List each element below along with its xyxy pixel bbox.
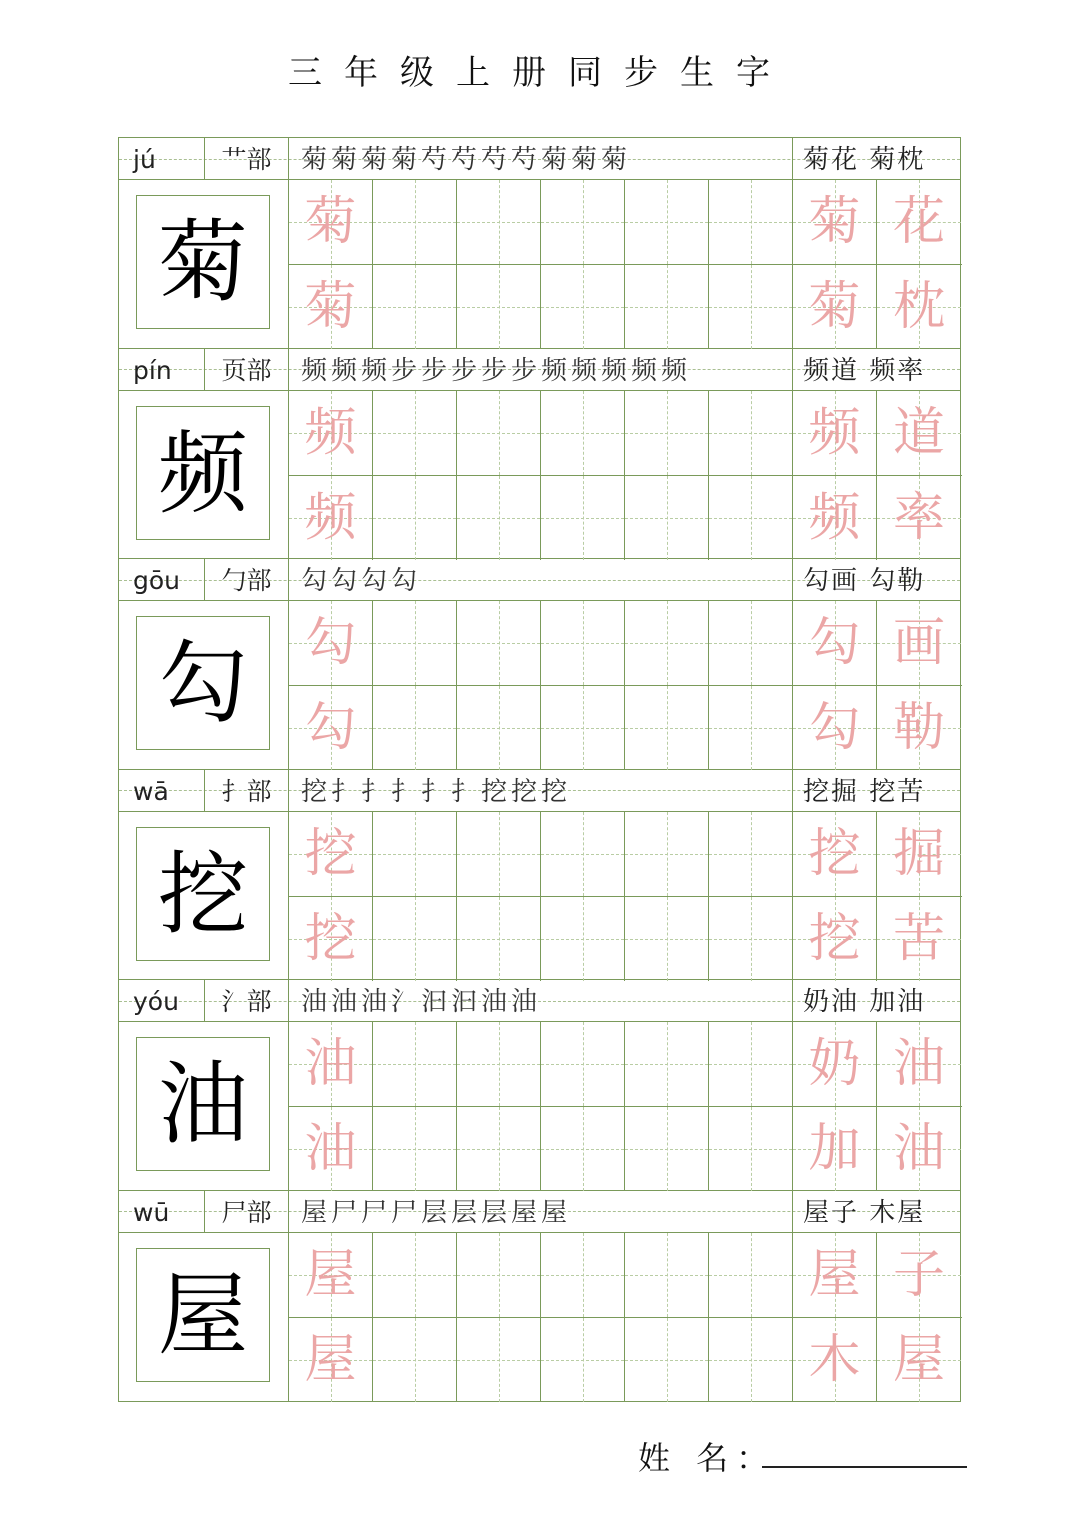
big-character-box xyxy=(119,180,289,348)
trace-char xyxy=(709,476,792,560)
trace-char: 勾 xyxy=(304,698,357,758)
trace-char xyxy=(625,180,708,264)
radical: 尸部 xyxy=(205,1191,289,1233)
trace-char: 勒 xyxy=(892,698,945,758)
trace-char xyxy=(709,265,792,349)
writing-square[interactable] xyxy=(457,476,541,560)
writing-square[interactable] xyxy=(709,686,793,770)
writing-square[interactable] xyxy=(289,180,373,264)
writing-square[interactable] xyxy=(541,1107,625,1191)
radical: 页部 xyxy=(205,349,289,391)
big-character: 油 xyxy=(158,1052,248,1157)
writing-square[interactable] xyxy=(541,265,625,349)
trace-char xyxy=(541,686,624,770)
writing-square[interactable] xyxy=(373,180,457,264)
writing-square[interactable] xyxy=(877,812,961,896)
trace-char xyxy=(373,1107,456,1191)
practice-grid xyxy=(289,391,962,559)
trace-char xyxy=(625,1107,708,1191)
writing-square[interactable] xyxy=(877,1022,961,1106)
writing-square[interactable] xyxy=(373,1022,457,1106)
writing-square[interactable] xyxy=(373,1318,457,1402)
radical: 勹部 xyxy=(205,559,289,601)
trace-char: 油 xyxy=(892,1119,945,1179)
trace-char xyxy=(457,1022,540,1106)
writing-square[interactable] xyxy=(877,686,961,770)
trace-char xyxy=(625,601,708,685)
trace-char xyxy=(541,180,624,264)
writing-square[interactable] xyxy=(709,1233,793,1317)
pinyin: wū xyxy=(119,1191,205,1233)
character-block xyxy=(119,1191,960,1402)
writing-square[interactable] xyxy=(373,1107,457,1191)
writing-square[interactable] xyxy=(457,1107,541,1191)
trace-char xyxy=(625,1233,708,1317)
stroke-order: 屋尸尸尸层层层屋屋 xyxy=(301,1197,572,1228)
trace-char xyxy=(625,265,708,349)
trace-char xyxy=(457,1318,540,1402)
big-character: 挖 xyxy=(158,841,248,947)
trace-char xyxy=(457,1233,540,1317)
writing-square[interactable] xyxy=(625,476,709,560)
writing-square[interactable] xyxy=(709,476,793,560)
writing-square[interactable] xyxy=(793,1107,877,1191)
writing-square[interactable] xyxy=(457,897,541,981)
big-character: 勾 xyxy=(158,631,248,736)
trace-char: 挖 xyxy=(304,823,357,884)
trace-char xyxy=(373,180,456,264)
entry-header xyxy=(119,1191,960,1233)
writing-square[interactable] xyxy=(793,265,877,349)
big-character-box xyxy=(119,601,289,769)
trace-char xyxy=(457,476,540,560)
pinyin: gōu xyxy=(119,559,205,601)
pinyin: yóu xyxy=(119,980,205,1022)
trace-char: 画 xyxy=(892,613,945,673)
stroke-order: 油油油氵汩汩油油 xyxy=(301,987,542,1017)
writing-square[interactable] xyxy=(373,812,457,896)
big-character-box xyxy=(119,812,289,980)
trace-char xyxy=(625,897,708,981)
trace-char xyxy=(541,1022,624,1106)
writing-square[interactable] xyxy=(373,265,457,349)
pinyin: pín xyxy=(119,349,205,391)
trace-char xyxy=(457,265,540,349)
writing-square[interactable] xyxy=(709,1107,793,1191)
big-character-box xyxy=(119,1233,289,1401)
character-block xyxy=(119,980,960,1191)
writing-square[interactable] xyxy=(793,1233,877,1317)
trace-char: 油 xyxy=(304,1034,357,1094)
writing-square[interactable] xyxy=(289,812,373,896)
big-character: 屋 xyxy=(158,1262,248,1368)
character-block xyxy=(119,770,960,981)
writing-square[interactable] xyxy=(457,180,541,264)
writing-square[interactable] xyxy=(709,265,793,349)
trace-char xyxy=(625,812,708,896)
trace-char xyxy=(541,265,624,349)
writing-square[interactable] xyxy=(625,180,709,264)
writing-square[interactable] xyxy=(625,1107,709,1191)
trace-char xyxy=(373,1022,456,1106)
trace-char xyxy=(373,391,456,475)
writing-square[interactable] xyxy=(625,1233,709,1317)
writing-square[interactable] xyxy=(709,1022,793,1106)
writing-square[interactable] xyxy=(793,686,877,770)
writing-square[interactable] xyxy=(373,601,457,685)
writing-square[interactable] xyxy=(541,812,625,896)
entry-header xyxy=(119,559,960,601)
writing-square[interactable] xyxy=(709,1318,793,1402)
character-block xyxy=(119,349,960,560)
trace-char: 挖 xyxy=(808,908,861,969)
entry-header xyxy=(119,770,960,812)
example-words: 挖掘 挖苦 xyxy=(792,770,962,812)
trace-char: 油 xyxy=(892,1034,945,1094)
writing-square[interactable] xyxy=(457,391,541,475)
example-words: 屋子 木屋 xyxy=(792,1191,962,1233)
trace-char xyxy=(541,391,624,475)
writing-square[interactable] xyxy=(289,265,373,349)
writing-square[interactable] xyxy=(541,1318,625,1402)
writing-square[interactable] xyxy=(289,1233,373,1317)
trace-char: 频 xyxy=(304,487,357,548)
writing-square[interactable] xyxy=(457,1233,541,1317)
writing-square[interactable] xyxy=(709,812,793,896)
writing-square[interactable] xyxy=(457,601,541,685)
writing-square[interactable] xyxy=(877,601,961,685)
trace-char xyxy=(709,180,792,264)
trace-char xyxy=(541,601,624,685)
writing-square[interactable] xyxy=(877,1318,961,1402)
trace-char xyxy=(709,686,792,770)
character-block xyxy=(119,559,960,770)
stroke-order: 频频频步步步步步频频频频频 xyxy=(301,355,692,386)
trace-char xyxy=(625,476,708,560)
trace-char xyxy=(373,686,456,770)
trace-char: 频 xyxy=(808,487,861,548)
trace-char xyxy=(457,686,540,770)
trace-char: 菊 xyxy=(304,192,357,252)
writing-square[interactable] xyxy=(541,1233,625,1317)
writing-square[interactable] xyxy=(625,897,709,981)
writing-square[interactable] xyxy=(709,897,793,981)
writing-square[interactable] xyxy=(625,812,709,896)
writing-square[interactable] xyxy=(373,476,457,560)
writing-square[interactable] xyxy=(709,180,793,264)
trace-char xyxy=(373,265,456,349)
trace-char: 勾 xyxy=(808,698,861,758)
big-character-box xyxy=(119,1022,289,1190)
trace-char: 率 xyxy=(892,487,945,548)
trace-char: 屋 xyxy=(304,1329,357,1390)
trace-char: 花 xyxy=(892,192,945,252)
stroke-order: 挖扌扌扌扌扌挖挖挖 xyxy=(301,776,572,807)
writing-square[interactable] xyxy=(373,391,457,475)
big-character-box xyxy=(119,391,289,559)
writing-square[interactable] xyxy=(457,686,541,770)
stroke-order: 勾勾勾勾 xyxy=(301,566,422,596)
trace-char xyxy=(541,897,624,981)
trace-char xyxy=(457,601,540,685)
writing-square[interactable] xyxy=(373,686,457,770)
example-words: 奶油 加油 xyxy=(792,980,962,1022)
writing-square[interactable] xyxy=(289,897,373,981)
writing-square[interactable] xyxy=(877,180,961,264)
stroke-order: 菊菊菊菊芍芍芍芍菊菊菊 xyxy=(301,145,632,175)
writing-square[interactable] xyxy=(793,180,877,264)
trace-char: 子 xyxy=(892,1244,945,1305)
trace-char xyxy=(373,897,456,981)
trace-char xyxy=(709,601,792,685)
radical: 氵部 xyxy=(205,980,289,1022)
writing-square[interactable] xyxy=(793,1022,877,1106)
trace-char xyxy=(373,476,456,560)
entry-header xyxy=(119,980,960,1022)
trace-char: 勾 xyxy=(304,613,357,673)
trace-char xyxy=(709,1318,792,1402)
writing-square[interactable] xyxy=(289,476,373,560)
writing-square[interactable] xyxy=(541,391,625,475)
name-label: 姓 名： xyxy=(638,1439,777,1477)
trace-char: 菊 xyxy=(808,192,861,252)
writing-square[interactable] xyxy=(877,476,961,560)
trace-char xyxy=(625,391,708,475)
writing-square[interactable] xyxy=(541,686,625,770)
trace-char xyxy=(709,1107,792,1191)
writing-square[interactable] xyxy=(289,601,373,685)
trace-char xyxy=(625,1022,708,1106)
trace-char xyxy=(541,476,624,560)
trace-char: 掘 xyxy=(892,823,945,884)
writing-square[interactable] xyxy=(289,1022,373,1106)
practice-grid xyxy=(289,812,962,980)
writing-square[interactable] xyxy=(793,476,877,560)
name-blank-line[interactable] xyxy=(762,1466,967,1468)
trace-char: 道 xyxy=(892,402,945,463)
character-block xyxy=(119,138,960,349)
trace-char xyxy=(625,686,708,770)
trace-char: 屋 xyxy=(304,1244,357,1305)
example-words: 勾画 勾勒 xyxy=(792,559,962,601)
writing-square[interactable] xyxy=(793,1318,877,1402)
trace-char: 菊 xyxy=(808,277,861,337)
trace-char xyxy=(709,1022,792,1106)
writing-square[interactable] xyxy=(793,812,877,896)
trace-char: 屋 xyxy=(808,1244,861,1305)
writing-square[interactable] xyxy=(541,180,625,264)
radical: 扌部 xyxy=(205,770,289,812)
trace-char xyxy=(709,1233,792,1317)
writing-square[interactable] xyxy=(625,1318,709,1402)
trace-char: 枕 xyxy=(892,277,945,337)
writing-square[interactable] xyxy=(289,1107,373,1191)
practice-grid xyxy=(289,1022,962,1190)
entry-header xyxy=(119,349,960,391)
writing-square[interactable] xyxy=(793,897,877,981)
writing-square[interactable] xyxy=(457,1318,541,1402)
writing-square[interactable] xyxy=(625,391,709,475)
trace-char: 加 xyxy=(808,1119,861,1179)
writing-square[interactable] xyxy=(877,391,961,475)
writing-square[interactable] xyxy=(541,1022,625,1106)
example-words: 频道 频率 xyxy=(792,349,962,391)
writing-square[interactable] xyxy=(289,1318,373,1402)
trace-char: 频 xyxy=(808,402,861,463)
trace-char: 奶 xyxy=(808,1034,861,1094)
writing-square[interactable] xyxy=(541,601,625,685)
writing-square[interactable] xyxy=(373,897,457,981)
trace-char: 挖 xyxy=(808,823,861,884)
example-words: 菊花 菊枕 xyxy=(792,138,962,180)
trace-char: 勾 xyxy=(808,613,861,673)
trace-char: 木 xyxy=(808,1329,861,1390)
trace-char xyxy=(709,897,792,981)
writing-square[interactable] xyxy=(541,897,625,981)
radical: 艹部 xyxy=(205,138,289,180)
pinyin: wā xyxy=(119,770,205,812)
trace-char xyxy=(457,180,540,264)
writing-square[interactable] xyxy=(457,1022,541,1106)
writing-square[interactable] xyxy=(877,265,961,349)
writing-square[interactable] xyxy=(625,1022,709,1106)
practice-grid xyxy=(289,180,962,348)
writing-square[interactable] xyxy=(289,686,373,770)
writing-square[interactable] xyxy=(877,1107,961,1191)
writing-square[interactable] xyxy=(457,812,541,896)
practice-sheet xyxy=(118,137,961,1402)
trace-char xyxy=(457,1107,540,1191)
page-title: 三年级上册同步生字 xyxy=(288,53,792,93)
trace-char xyxy=(541,1107,624,1191)
trace-char xyxy=(457,897,540,981)
writing-square[interactable] xyxy=(877,897,961,981)
trace-char xyxy=(373,1318,456,1402)
trace-char xyxy=(373,1233,456,1317)
writing-square[interactable] xyxy=(541,476,625,560)
trace-char xyxy=(541,812,624,896)
big-character: 菊 xyxy=(158,210,248,315)
trace-char xyxy=(709,812,792,896)
writing-square[interactable] xyxy=(373,1233,457,1317)
trace-char xyxy=(541,1318,624,1402)
trace-char: 屋 xyxy=(892,1329,945,1390)
writing-square[interactable] xyxy=(457,265,541,349)
trace-char xyxy=(541,1233,624,1317)
trace-char: 油 xyxy=(304,1119,357,1179)
writing-square[interactable] xyxy=(793,391,877,475)
trace-char: 频 xyxy=(304,402,357,463)
trace-char xyxy=(709,391,792,475)
entry-header xyxy=(119,138,960,180)
writing-square[interactable] xyxy=(793,601,877,685)
trace-char xyxy=(457,812,540,896)
writing-square[interactable] xyxy=(709,391,793,475)
trace-char: 苦 xyxy=(892,908,945,969)
trace-char xyxy=(625,1318,708,1402)
writing-square[interactable] xyxy=(709,601,793,685)
trace-char xyxy=(373,601,456,685)
writing-square[interactable] xyxy=(625,601,709,685)
writing-square[interactable] xyxy=(625,265,709,349)
writing-square[interactable] xyxy=(289,391,373,475)
pinyin: jú xyxy=(119,138,205,180)
practice-grid xyxy=(289,1233,962,1401)
practice-grid xyxy=(289,601,962,769)
trace-char: 挖 xyxy=(304,908,357,969)
trace-char xyxy=(373,812,456,896)
writing-square[interactable] xyxy=(625,686,709,770)
trace-char: 菊 xyxy=(304,277,357,337)
big-character: 频 xyxy=(158,420,248,526)
writing-square[interactable] xyxy=(877,1233,961,1317)
trace-char xyxy=(457,391,540,475)
